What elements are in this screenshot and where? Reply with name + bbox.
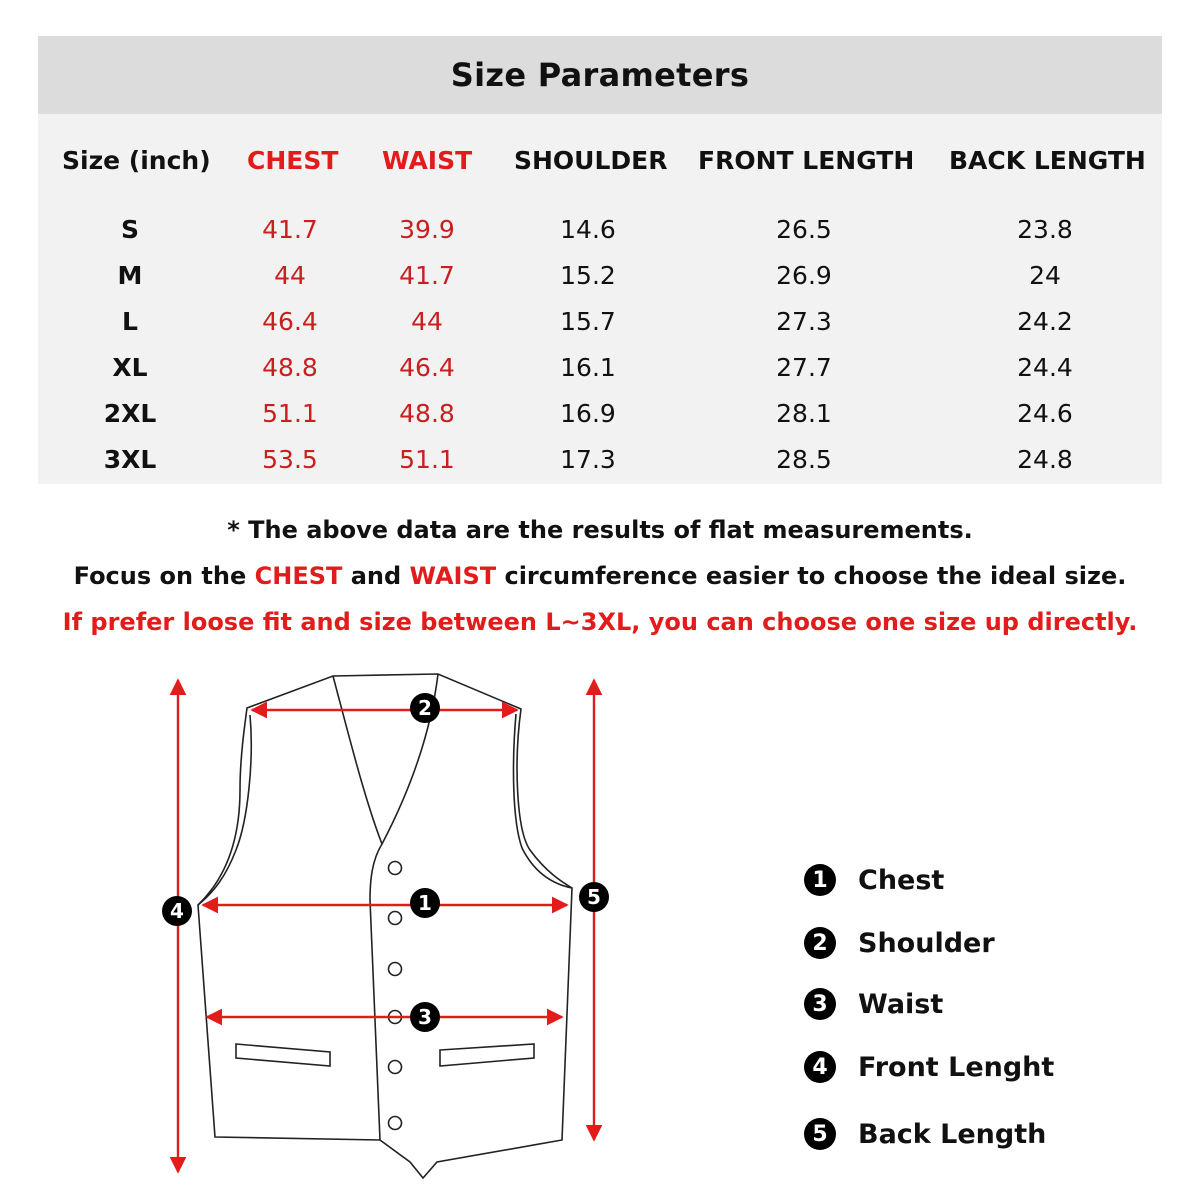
- number-4-icon: 4: [804, 1051, 836, 1083]
- number-2-icon: 2: [804, 927, 836, 959]
- legend-label: Shoulder: [858, 927, 995, 959]
- cell-front-length: 27.7: [776, 353, 832, 382]
- cell-shoulder: 16.9: [560, 399, 616, 428]
- note-focus-waist: WAIST: [409, 562, 497, 590]
- marker-4-icon: [162, 896, 192, 926]
- legend-label: Back Length: [858, 1118, 1047, 1150]
- svg-text:1: 1: [418, 891, 432, 915]
- cell-front-length: 26.5: [776, 215, 832, 244]
- cell-size: XL: [112, 353, 148, 382]
- cell-size: 2XL: [103, 399, 157, 428]
- legend-item-shoulder: [804, 923, 995, 963]
- header-front-length: FRONT LENGTH: [698, 146, 915, 175]
- cell-shoulder: 16.1: [560, 353, 616, 382]
- cell-shoulder: 17.3: [560, 445, 616, 474]
- cell-size: 3XL: [103, 445, 157, 474]
- marker-2-icon: [410, 693, 440, 723]
- legend-item-back-length: [804, 1114, 1046, 1154]
- legend-label: Front Lenght: [858, 1051, 1055, 1083]
- title-text: Size Parameters: [450, 56, 750, 94]
- cell-chest: 51.1: [262, 399, 318, 428]
- cell-chest: 46.4: [262, 307, 318, 336]
- number-5-icon: 5: [804, 1118, 836, 1150]
- cell-back-length: 24.4: [1017, 353, 1073, 382]
- cell-size: L: [122, 307, 138, 336]
- marker-3-icon: [410, 1002, 440, 1032]
- legend-item-front-length: [804, 1047, 1054, 1087]
- cell-shoulder: 15.7: [560, 307, 616, 336]
- cell-chest: 53.5: [262, 445, 318, 474]
- cell-back-length: 24.6: [1017, 399, 1073, 428]
- note-focus-end: circumference easier to choose the ideal size.: [496, 562, 1127, 590]
- svg-text:5: 5: [587, 885, 601, 909]
- header-shoulder: SHOULDER: [514, 146, 668, 175]
- legend-label: Chest: [858, 864, 945, 896]
- cell-waist: 48.8: [399, 399, 455, 428]
- svg-text:2: 2: [418, 696, 432, 720]
- cell-shoulder: 15.2: [560, 261, 616, 290]
- cell-size: S: [120, 215, 139, 244]
- number-1-icon: 1: [804, 864, 836, 896]
- legend-item-chest: [804, 860, 944, 900]
- note-focus-start: Focus on the: [73, 562, 255, 590]
- svg-text:4: 4: [170, 899, 184, 923]
- cell-chest: 41.7: [262, 215, 318, 244]
- svg-text:3: 3: [418, 1005, 432, 1029]
- note-focus-chest: CHEST: [254, 562, 343, 590]
- cell-waist: 51.1: [399, 445, 455, 474]
- cell-chest: 44: [274, 261, 306, 290]
- vest-outline: [198, 674, 572, 1178]
- legend-label: Waist: [858, 988, 944, 1020]
- cell-chest: 48.8: [262, 353, 318, 382]
- marker-5-icon: [579, 882, 609, 912]
- cell-waist: 44: [411, 307, 443, 336]
- cell-shoulder: 14.6: [560, 215, 616, 244]
- cell-front-length: 26.9: [776, 261, 832, 290]
- cell-back-length: 23.8: [1017, 215, 1073, 244]
- number-3-icon: 3: [804, 988, 836, 1020]
- cell-front-length: 27.3: [776, 307, 832, 336]
- note-flat-measurement: * The above data are the results of flat measurements.: [227, 516, 973, 544]
- cell-front-length: 28.1: [776, 399, 832, 428]
- cell-back-length: 24.8: [1017, 445, 1073, 474]
- cell-size: M: [117, 261, 143, 290]
- header-chest: CHEST: [247, 146, 339, 175]
- cell-waist: 41.7: [399, 261, 455, 290]
- cell-front-length: 28.5: [776, 445, 832, 474]
- note-loose-fit: If prefer loose fit and size between L~3XL, you can choose one size up directly.: [62, 608, 1138, 636]
- header-back-length: BACK LENGTH: [949, 146, 1146, 175]
- legend-item-waist: [804, 984, 943, 1024]
- cell-back-length: 24.2: [1017, 307, 1073, 336]
- cell-waist: 46.4: [399, 353, 455, 382]
- cell-back-length: 24: [1029, 261, 1061, 290]
- marker-1-icon: [410, 888, 440, 918]
- header-waist: WAIST: [382, 146, 473, 175]
- note-focus-and: and: [342, 562, 410, 590]
- cell-waist: 39.9: [399, 215, 455, 244]
- header-size: Size (inch): [62, 146, 211, 175]
